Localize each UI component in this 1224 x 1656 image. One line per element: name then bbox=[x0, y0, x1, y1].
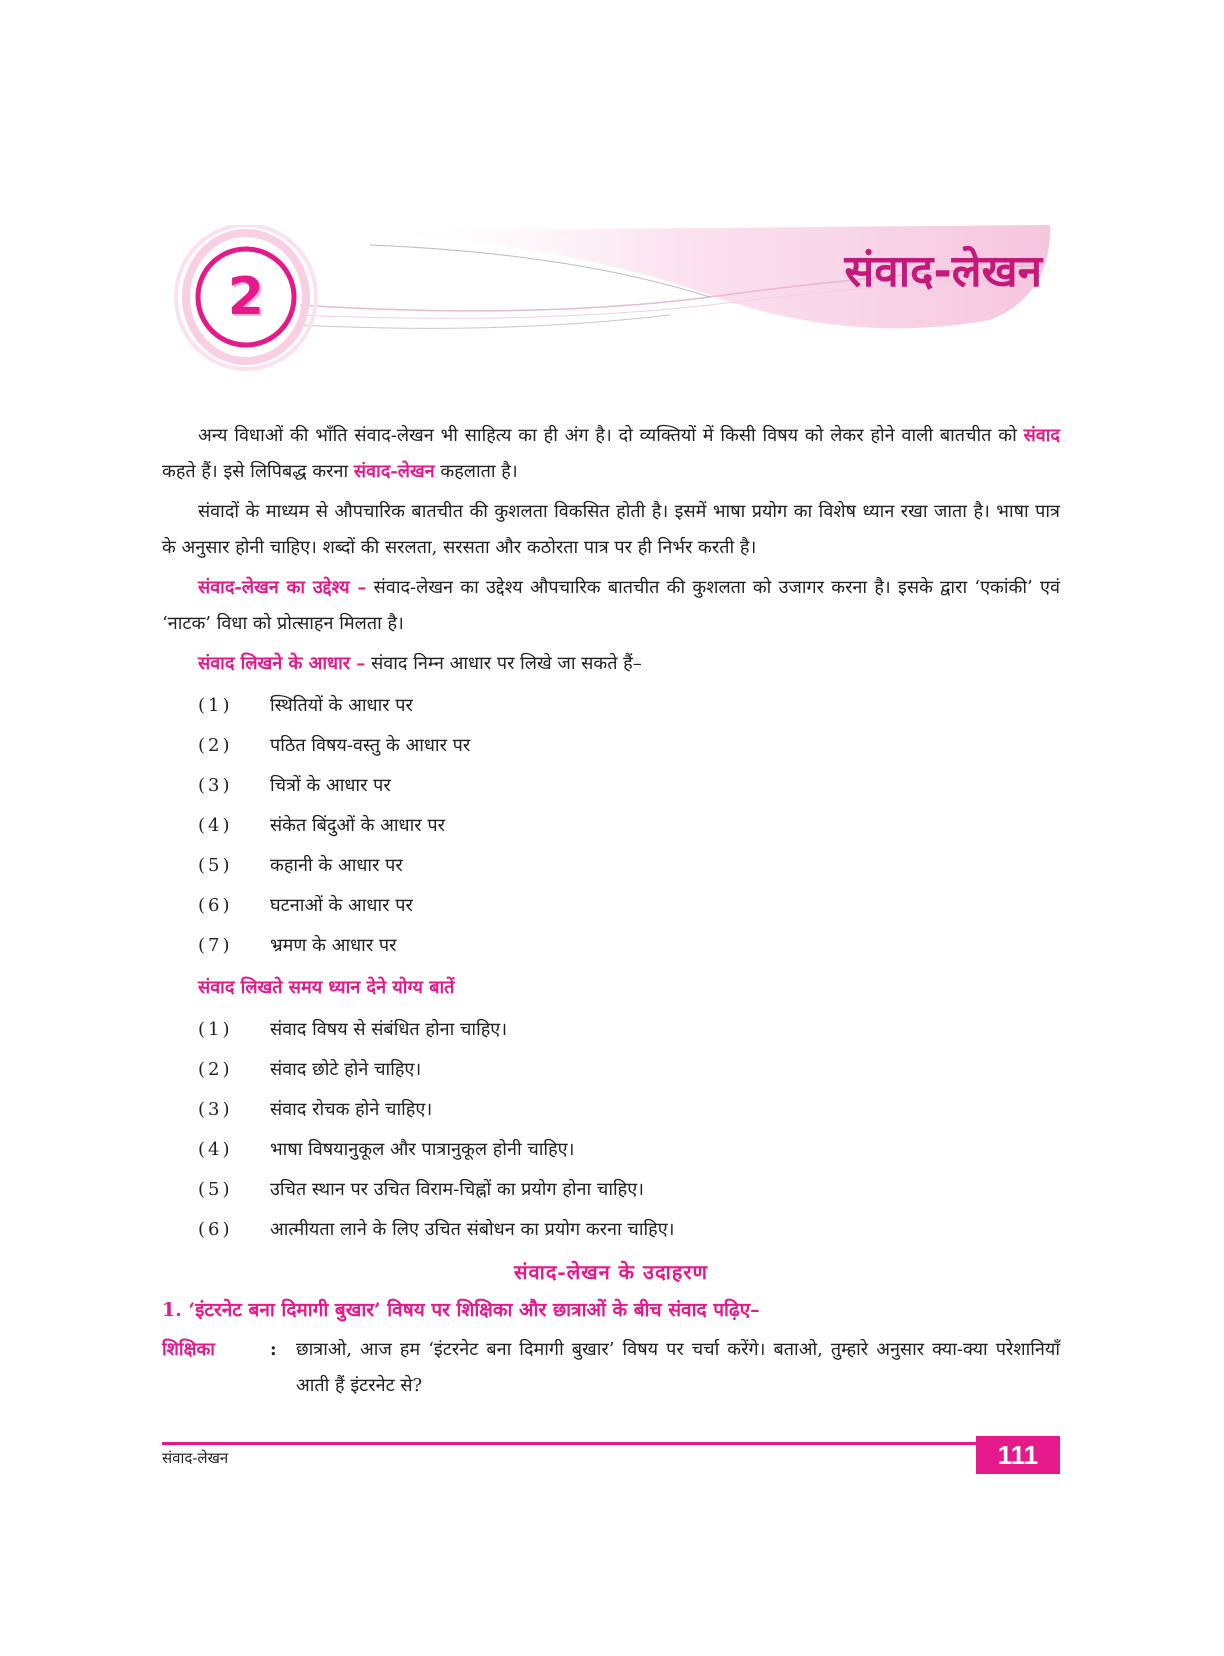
list-number: (5) bbox=[198, 855, 233, 876]
basis-list bbox=[198, 686, 1060, 966]
basis-paragraph bbox=[162, 646, 1060, 682]
list-item bbox=[198, 766, 1060, 806]
chapter-number: 2 bbox=[227, 267, 265, 327]
list-text: चित्रों के आधार पर bbox=[270, 775, 391, 796]
purpose-text: संवाद-लेखन का उद्देश्य औपचारिक बातचीत की कुशलता को उजागर करना है। इसके द्वारा ‘एकांकी’ एवं ‘नाटक’ विधा को प्रोत्साहन मिलता है। bbox=[162, 577, 1060, 634]
list-text: भाषा विषयानुकूल और पात्रानुकूल होनी चाहिए। bbox=[270, 1139, 575, 1160]
list-text: उचित स्थान पर उचित विराम-चिह्नों का प्रयोग होना चाहिए। bbox=[270, 1179, 644, 1200]
list-text: घटनाओं के आधार पर bbox=[270, 895, 413, 916]
list-item bbox=[198, 1010, 1060, 1050]
list-item bbox=[198, 726, 1060, 766]
list-item bbox=[198, 1210, 1060, 1250]
list-number: (5) bbox=[198, 1179, 233, 1200]
list-item bbox=[198, 846, 1060, 886]
list-item bbox=[198, 1130, 1060, 1170]
chapter-content bbox=[162, 418, 1060, 1404]
tips-heading: संवाद लिखते समय ध्यान देने योग्य बातें bbox=[198, 977, 455, 998]
list-text: संवाद विषय से संबंधित होना चाहिए। bbox=[270, 1019, 508, 1040]
intro-text-c: कहते हैं। इसे लिपिबद्ध करना bbox=[162, 461, 354, 482]
purpose-paragraph bbox=[162, 570, 1060, 642]
page-number: 111 bbox=[976, 1436, 1060, 1474]
basis-heading: संवाद लिखने के आधार – bbox=[198, 653, 366, 674]
list-item bbox=[198, 886, 1060, 926]
list-item bbox=[198, 806, 1060, 846]
list-item bbox=[198, 926, 1060, 966]
list-number: (1) bbox=[198, 695, 233, 716]
list-text: स्थितियों के आधार पर bbox=[270, 695, 413, 716]
list-number: (6) bbox=[198, 1219, 233, 1240]
tips-list bbox=[198, 1010, 1060, 1250]
purpose-heading: संवाद-लेखन का उद्देश्य – bbox=[198, 577, 367, 598]
list-text: संवाद छोटे होने चाहिए। bbox=[270, 1059, 422, 1080]
list-text: संकेत बिंदुओं के आधार पर bbox=[270, 815, 445, 836]
list-number: (6) bbox=[198, 895, 233, 916]
list-item bbox=[198, 686, 1060, 726]
list-item bbox=[198, 1050, 1060, 1090]
list-text: आत्मीयता लाने के लिए उचित संबोधन का प्रयोग करना चाहिए। bbox=[270, 1219, 675, 1240]
dialogue-row bbox=[162, 1332, 1060, 1404]
footer-divider bbox=[162, 1442, 982, 1445]
chapter-banner bbox=[150, 225, 1060, 375]
highlight-samvad-lekhan: संवाद-लेखन bbox=[353, 461, 435, 482]
list-text: पठित विषय-वस्तु के आधार पर bbox=[270, 735, 471, 756]
list-item bbox=[198, 1090, 1060, 1130]
list-number: (7) bbox=[198, 935, 233, 956]
example-1-title: 1. ‘इंटरनेट बना दिमागी बुखार’ विषय पर शिक्षिका और छात्राओं के बीच संवाद पढ़िए– bbox=[162, 1299, 760, 1321]
chapter-title: संवाद-लेखन bbox=[844, 246, 1042, 297]
list-text: संवाद रोचक होने चाहिए। bbox=[270, 1099, 433, 1120]
examples-title: संवाद-लेखन के उदाहरण bbox=[513, 1260, 709, 1284]
list-number: (2) bbox=[198, 1059, 233, 1080]
intro-paragraph-1 bbox=[162, 418, 1060, 490]
highlight-samvad: संवाद bbox=[1023, 425, 1060, 446]
dialogue-speaker: शिक्षिका bbox=[162, 1339, 215, 1360]
dialogue-speech: छात्राओ, आज हम ‘इंटरनेट बना दिमागी बुखार’ विषय पर चर्चा करेंगे। बताओ, तुम्हारे अनुसार क्या-क्या परेशानियाँ आती हैं इंटरनेट से? bbox=[296, 1339, 1060, 1396]
list-number: (3) bbox=[198, 1099, 233, 1120]
footer-chapter-name: संवाद-लेखन bbox=[162, 1449, 229, 1467]
intro-paragraph-2: संवादों के माध्यम से औपचारिक बातचीत की कुशलता विकसित होती है। इसमें भाषा प्रयोग का विशेष ध्यान रखा जाता है। भाषा पात्र के अनुसार होनी चाहिए। शब्दों की सरलता, सरसता और कठोरता पात्र पर ही निर्भर करती है। bbox=[162, 501, 1060, 558]
intro-text-e: कहलाता है। bbox=[434, 461, 518, 482]
basis-text: संवाद निम्न आधार पर लिखे जा सकते हैं– bbox=[365, 653, 642, 674]
list-text: कहानी के आधार पर bbox=[270, 855, 403, 876]
list-number: (4) bbox=[198, 815, 233, 836]
intro-text-a: अन्य विधाओं की भाँति संवाद-लेखन भी साहित्य का ही अंग है। दो व्यक्तियों में किसी विषय को लेकर होने वाली बातचीत को bbox=[198, 425, 1024, 446]
list-item bbox=[198, 1170, 1060, 1210]
list-text: भ्रमण के आधार पर bbox=[270, 935, 397, 956]
list-number: (1) bbox=[198, 1019, 233, 1040]
list-number: (4) bbox=[198, 1139, 233, 1160]
dialogue-colon: : bbox=[270, 1339, 277, 1360]
list-number: (2) bbox=[198, 735, 233, 756]
list-number: (3) bbox=[198, 775, 233, 796]
